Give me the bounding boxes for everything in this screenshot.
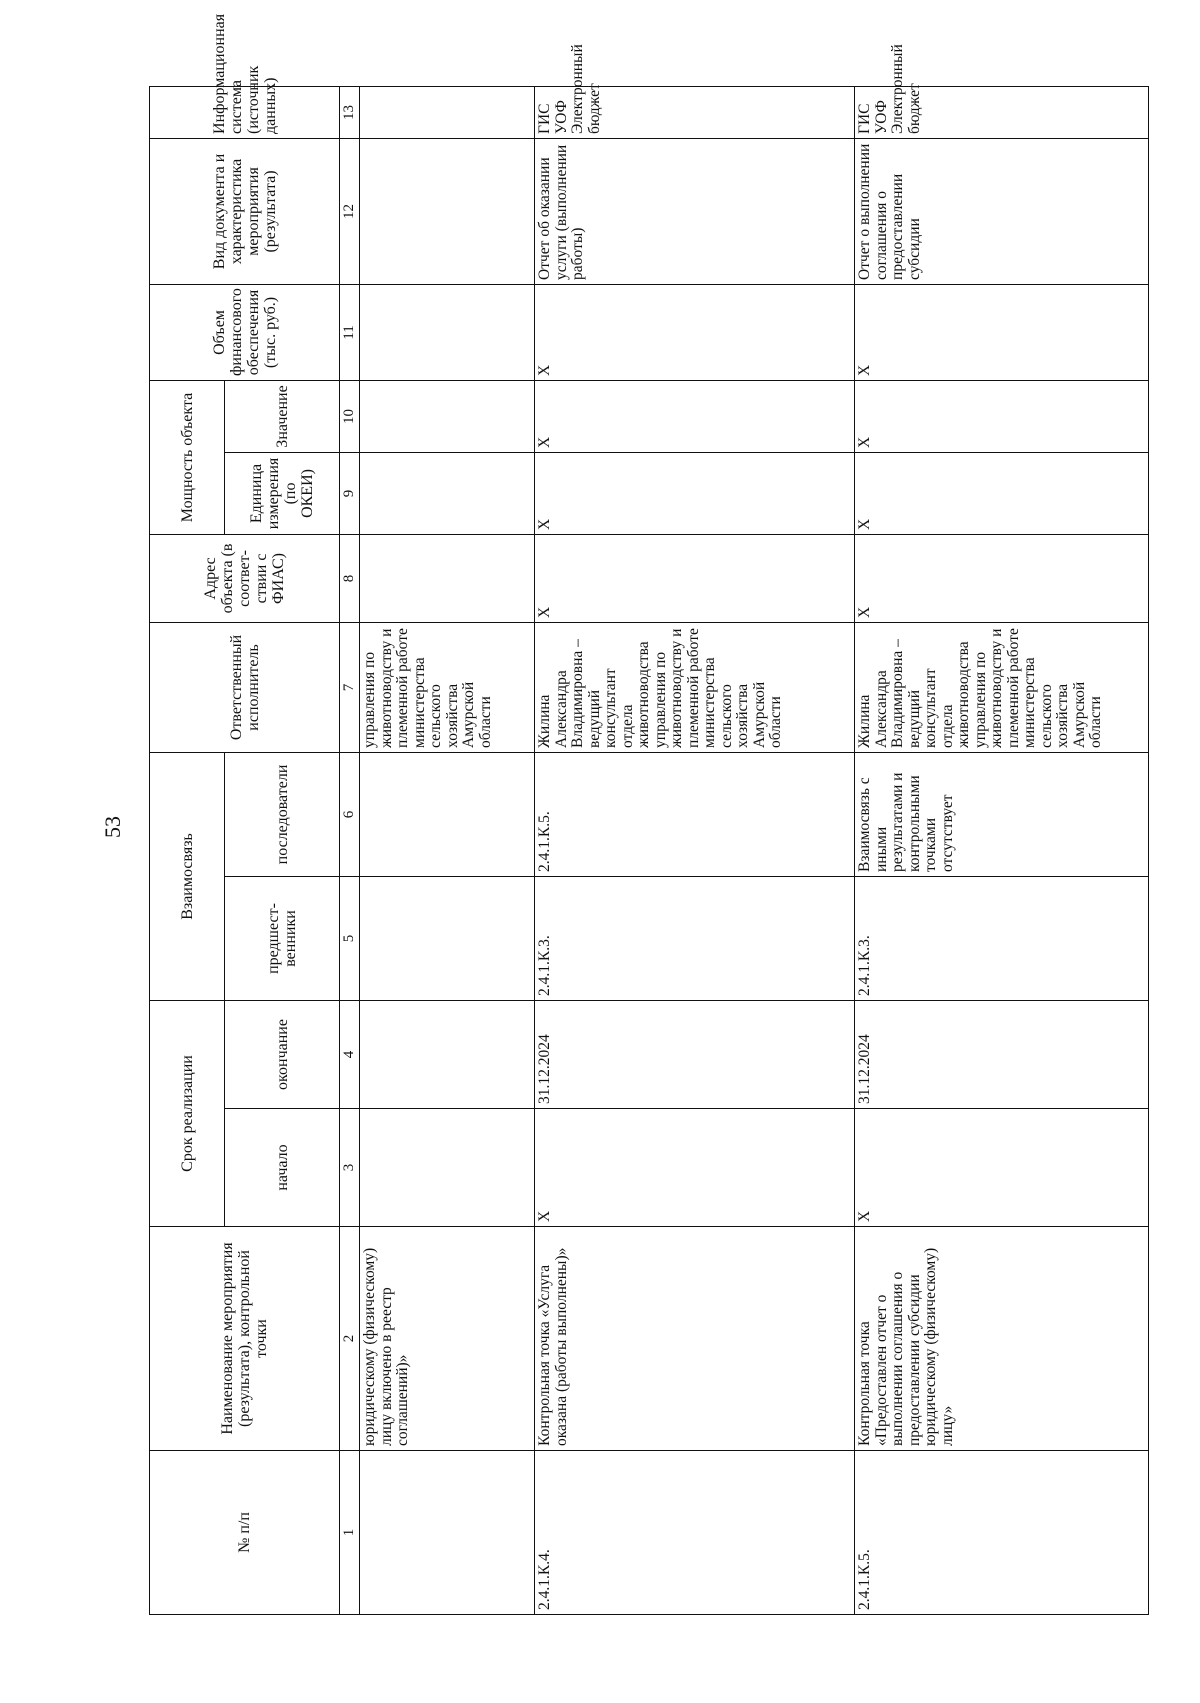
cell-name: Контрольная точка «Услуга оказана (работы выполнены)» — [535, 1227, 855, 1451]
cell-addr: Х — [535, 534, 855, 622]
cell-exec: управления по животноводству и племенной работе министерства сельского хозяйства Амурской области — [360, 622, 535, 752]
cell-doc — [360, 138, 535, 284]
cell-end — [360, 1000, 535, 1108]
cell-name: Контрольная точка «Предоставлен отчет о выполнении соглашения о предоставлении субсидии юридическому (физическому) лицу» — [855, 1227, 1149, 1451]
table-row — [855, 86, 1149, 1614]
cell-exec: Жилина Александра Владимировна – ведущий консультант отдела животноводства управления по животноводству и племенной работе министерства сельского хозяйства Амурской области — [535, 622, 855, 752]
cell-addr: Х — [855, 534, 1149, 622]
cell-start: Х — [855, 1109, 1149, 1227]
cell-is — [360, 86, 535, 138]
cell-addr — [360, 534, 535, 622]
cell-num: 2.4.1.К.4. — [535, 1451, 855, 1615]
header-doc: Вид документа и характеристика мероприятия (результата) — [150, 138, 340, 284]
cell-exec: Жилина Александра Владимировна – ведущий консультант отдела животноводства управления по животноводству и племенной работе министерства сельского хозяйства Амурской области — [855, 622, 1149, 752]
col-number: 4 — [340, 1000, 360, 1108]
header-pred: предшест-венники — [225, 876, 340, 1000]
col-number: 9 — [340, 452, 360, 534]
cell-end: 31.12.2024 — [855, 1000, 1149, 1108]
col-number: 5 — [340, 876, 360, 1000]
table-row — [535, 86, 855, 1614]
cell-num: 2.4.1.К.5. — [855, 1451, 1149, 1615]
header-unit: Единица измерения (по ОКЕИ) — [225, 452, 340, 534]
cell-pred: 2.4.1.К.3. — [855, 876, 1149, 1000]
header-exec: Ответственный исполнитель — [150, 622, 340, 752]
header-end: окончание — [225, 1000, 340, 1108]
col-number: 12 — [340, 138, 360, 284]
header-value: Значение — [225, 380, 340, 452]
header-addr: Адрес объекта (в соответ-ствии с ФИАС) — [150, 534, 340, 622]
cell-fin: Х — [535, 284, 855, 380]
cell-unit: Х — [855, 452, 1149, 534]
cell-unit — [360, 452, 535, 534]
col-number: 8 — [340, 534, 360, 622]
col-number: 7 — [340, 622, 360, 752]
cell-value — [360, 380, 535, 452]
cell-succ — [360, 752, 535, 876]
cell-name: юридическому (физическому) лицу включено в реестр соглашений)» — [360, 1227, 535, 1451]
cell-fin — [360, 284, 535, 380]
header-row-1 — [150, 86, 225, 1614]
cell-value: Х — [855, 380, 1149, 452]
page-number: 53 — [100, 816, 125, 838]
table-row — [360, 86, 535, 1614]
cell-value: Х — [535, 380, 855, 452]
cell-is: ГИС УОФ Электронный бюджет — [855, 86, 1149, 138]
cell-end: 31.12.2024 — [535, 1000, 855, 1108]
header-num: № п/п — [150, 1451, 340, 1615]
col-number: 3 — [340, 1109, 360, 1227]
col-number: 2 — [340, 1227, 360, 1451]
header-period: Срок реализации — [150, 1000, 225, 1226]
cell-succ: 2.4.1.К.5. — [535, 752, 855, 876]
cell-doc: Отчет о выполнении соглашения о предоставлении субсидии — [855, 138, 1149, 284]
rotated-table-container — [149, 13, 1149, 1615]
header-succ: последователи — [225, 752, 340, 876]
header-power: Мощность объекта — [150, 380, 225, 534]
col-number: 11 — [340, 284, 360, 380]
cell-doc: Отчет об оказании услуги (выполнении работы) — [535, 138, 855, 284]
cell-pred — [360, 876, 535, 1000]
cell-succ: Взаимосвязь с иными результатами и контрольными точками отсутствует — [855, 752, 1149, 876]
header-is: Информационная система (источник данных) — [150, 86, 340, 138]
events-table — [149, 13, 1149, 1615]
cell-is: ГИС УОФ Электронный бюджет — [535, 86, 855, 138]
cell-num — [360, 1451, 535, 1615]
header-name: Наименование мероприятия (результата), контрольной точки — [150, 1227, 340, 1451]
header-fin: Объем финансового обеспечения (тыс. руб.) — [150, 284, 340, 380]
column-number-row — [340, 86, 360, 1614]
col-number: 1 — [340, 1451, 360, 1615]
cell-unit: Х — [535, 452, 855, 534]
col-number: 10 — [340, 380, 360, 452]
cell-pred: 2.4.1.К.3. — [535, 876, 855, 1000]
col-number: 13 — [340, 86, 360, 138]
cell-start — [360, 1109, 535, 1227]
col-number: 6 — [340, 752, 360, 876]
header-start: начало — [225, 1109, 340, 1227]
cell-fin: Х — [855, 284, 1149, 380]
cell-start: Х — [535, 1109, 855, 1227]
header-link: Взаимосвязь — [150, 752, 225, 1000]
